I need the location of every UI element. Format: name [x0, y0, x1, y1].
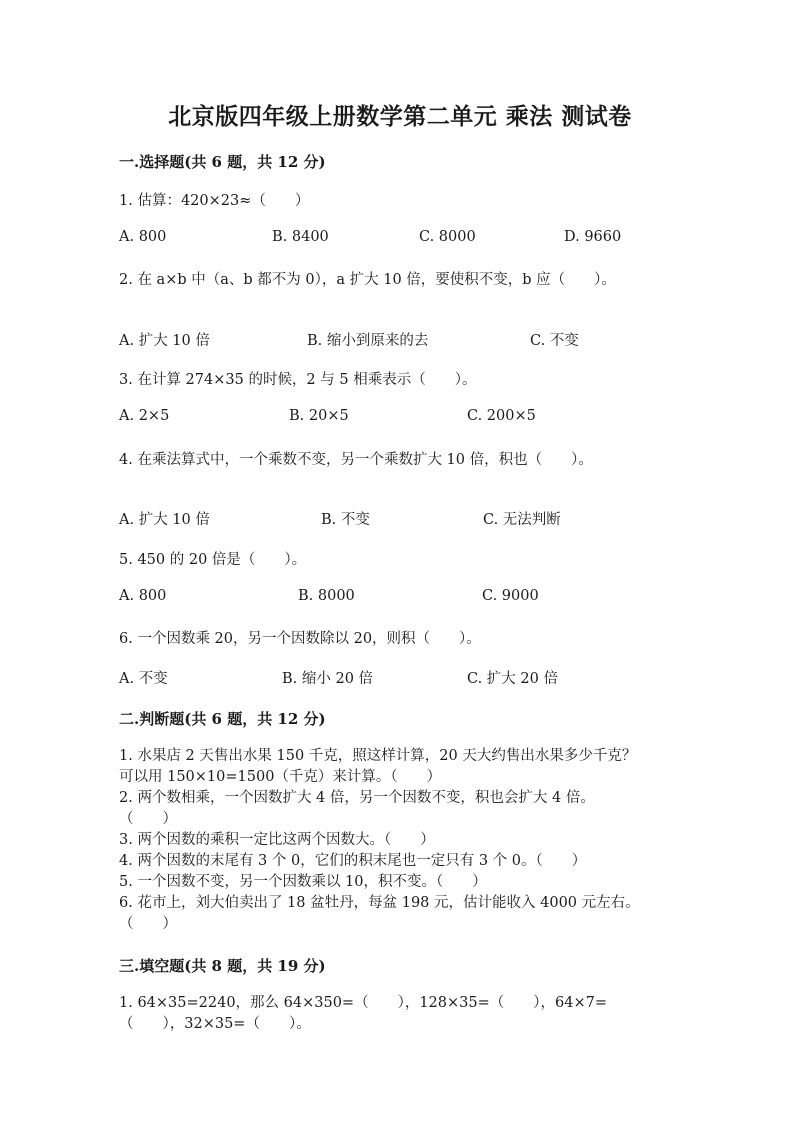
option-c: C. 不变 — [530, 333, 579, 349]
option-b: B. 不变 — [321, 512, 370, 528]
statement-line: 可以用 150×10=1500（千克）来计算。（ ） — [119, 769, 442, 785]
option-c: C. 9000 — [482, 588, 539, 604]
statement-line: 4. 两个因数的末尾有 3 个 0，它们的积末尾也一定只有 3 个 0。（ ） — [119, 853, 587, 869]
option-b: B. 缩小到原来的去 — [307, 333, 429, 349]
option-a: A. 扩大 10 倍 — [119, 512, 210, 528]
option-c: C. 200×5 — [467, 408, 536, 424]
option-a: A. 2×5 — [119, 408, 170, 424]
option-c: C. 无法判断 — [483, 512, 561, 528]
option-a: A. 扩大 10 倍 — [119, 333, 210, 349]
option-b: B. 缩小 20 倍 — [282, 671, 374, 687]
question-1: 1. 估算：420×23≈（ ） — [119, 193, 310, 209]
option-a: A. 不变 — [119, 671, 168, 687]
question-6: 6. 一个因数乘 20，另一个因数除以 20，则积（ ）。 — [119, 631, 481, 647]
statement-line: 3. 两个因数的乘积一定比这两个因数大。（ ） — [119, 832, 435, 848]
question-2: 2. 在 a×b 中（a、b 都不为 0），a 扩大 10 倍，要使积不变，b 应（ ）。 — [119, 272, 616, 288]
fill-line: （ ），32×35=（ ）。 — [119, 1016, 311, 1032]
statement-line: 6. 花市上，刘大伯卖出了 18 盆牡丹，每盆 198 元，估计能收入 4000 元左右。 — [119, 895, 640, 911]
statement-line: （ ） — [119, 916, 177, 932]
option-d: D. 9660 — [564, 229, 622, 245]
section-heading-fill-blank: 三.填空题(共 8 题，共 19 分) — [119, 957, 326, 975]
section-heading-true-false: 二.判断题(共 6 题，共 12 分) — [119, 710, 326, 728]
option-c: C. 8000 — [419, 229, 476, 245]
option-b: B. 8000 — [298, 588, 355, 604]
option-b: B. 8400 — [272, 229, 329, 245]
option-a: A. 800 — [119, 229, 167, 245]
statement-line: （ ） — [119, 811, 177, 827]
statement-line: 5. 一个因数不变，另一个因数乘以 10，积不变。（ ） — [119, 874, 487, 890]
statement-line: 2. 两个数相乘，一个因数扩大 4 倍，另一个因数不变，积也会扩大 4 倍。 — [119, 790, 595, 806]
fill-line: 1. 64×35=2240，那么 64×350=（ ），128×35=（ ），64×7= — [119, 995, 607, 1011]
question-4: 4. 在乘法算式中，一个乘数不变，另一个乘数扩大 10 倍，积也（ ）。 — [119, 452, 593, 468]
statement-line: 1. 水果店 2 天售出水果 150 千克，照这样计算，20 天大约售出水果多少千克？ — [119, 748, 637, 764]
page-title: 北京版四年级上册数学第二单元 乘法 测试卷 — [168, 103, 632, 130]
question-3: 3. 在计算 274×35 的时候，2 与 5 相乘表示（ ）。 — [119, 372, 477, 388]
option-a: A. 800 — [119, 588, 167, 604]
section-heading-choice: 一.选择题(共 6 题，共 12 分) — [119, 153, 326, 171]
question-5: 5. 450 的 20 倍是（ ）。 — [119, 552, 307, 568]
option-b: B. 20×5 — [289, 408, 349, 424]
option-c: C. 扩大 20 倍 — [467, 671, 558, 687]
